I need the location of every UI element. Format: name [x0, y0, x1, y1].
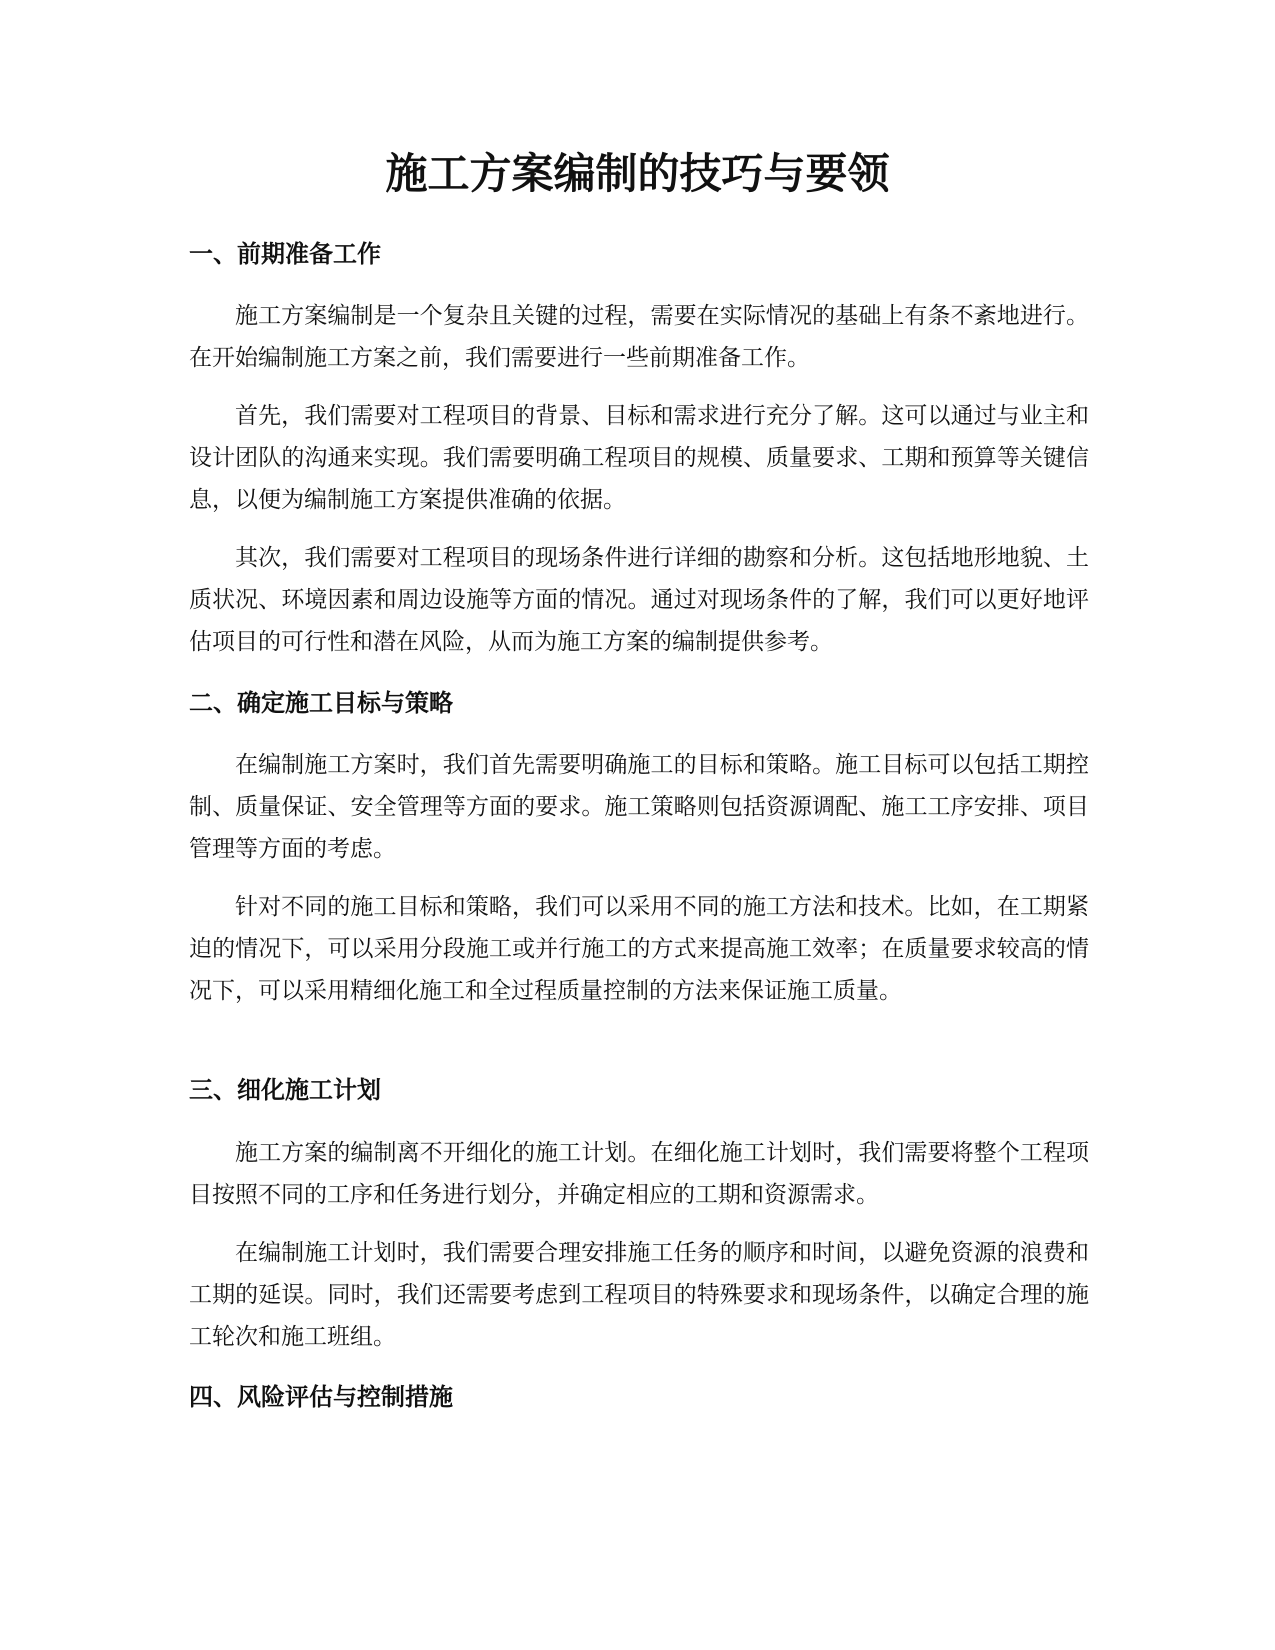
section-heading-4: 四、风险评估与控制措施 — [189, 1383, 453, 1411]
section-heading-1: 一、前期准备工作 — [189, 240, 381, 268]
document-title: 施工方案编制的技巧与要领 — [385, 149, 890, 198]
section-heading-3: 三、细化施工计划 — [189, 1076, 381, 1104]
paragraph: 施工方案编制是一个复杂且关键的过程，需要在实际情况的基础上有条不紊地进行。在开始编制施工方案之前，我们需要进行一些前期准备工作。 — [189, 303, 1089, 371]
paragraph: 在编制施工计划时，我们需要合理安排施工任务的顺序和时间，以避免资源的浪费和工期的延误。同时，我们还需要考虑到工程项目的特殊要求和现场条件，以确定合理的施工轮次和施工班组。 — [189, 1240, 1089, 1350]
paragraph: 施工方案的编制离不开细化的施工计划。在细化施工计划时，我们需要将整个工程项目按照不同的工序和任务进行划分，并确定相应的工期和资源需求。 — [189, 1140, 1089, 1208]
section-heading-2: 二、确定施工目标与策略 — [189, 689, 453, 717]
paragraph: 首先，我们需要对工程项目的背景、目标和需求进行充分了解。这可以通过与业主和设计团队的沟通来实现。我们需要明确工程项目的规模、质量要求、工期和预算等关键信息，以便为编制施工方案提供准确的依据。 — [189, 403, 1089, 513]
paragraph: 在编制施工方案时，我们首先需要明确施工的目标和策略。施工目标可以包括工期控制、质量保证、安全管理等方面的要求。施工策略则包括资源调配、施工工序安排、项目管理等方面的考虑。 — [189, 752, 1089, 862]
paragraph: 针对不同的施工目标和策略，我们可以采用不同的施工方法和技术。比如，在工期紧迫的情况下，可以采用分段施工或并行施工的方式来提高施工效率；在质量要求较高的情况下，可以采用精细化施工和全过程质量控制的方法来保证施工质量。 — [189, 894, 1089, 1004]
paragraph: 其次，我们需要对工程项目的现场条件进行详细的勘察和分析。这包括地形地貌、土质状况、环境因素和周边设施等方面的情况。通过对现场条件的了解，我们可以更好地评估项目的可行性和潜在风险，从而为施工方案的编制提供参考。 — [189, 545, 1089, 655]
